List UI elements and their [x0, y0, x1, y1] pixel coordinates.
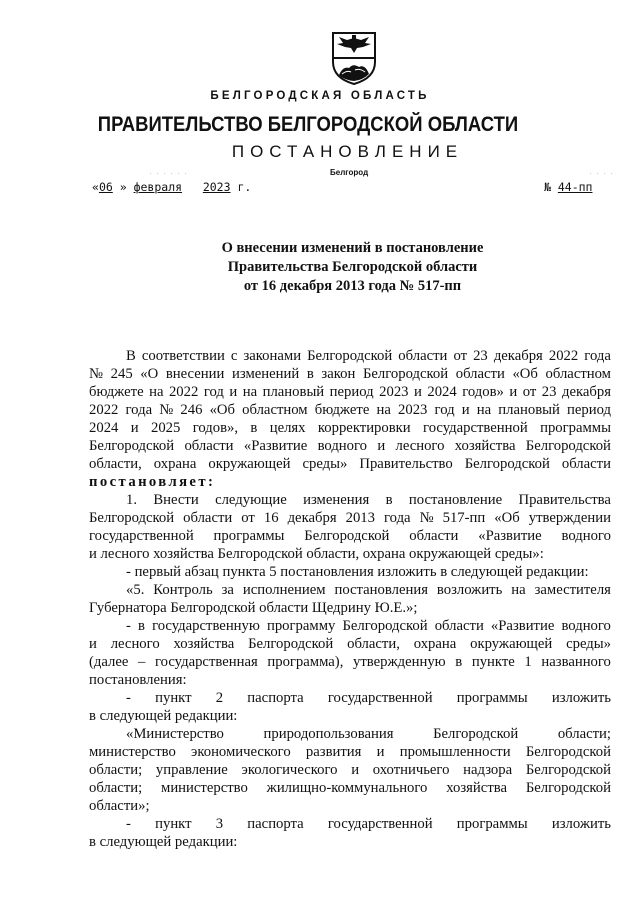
government-name: ПРАВИТЕЛЬСТВО БЕЛГОРОДСКОЙ ОБЛАСТИ: [97, 113, 519, 136]
body-line: № 245 «О внесении изменений в закон Белгородской области «Об областном: [89, 366, 611, 382]
body-line: - пункт 3 паспорта государственной программы изложить: [126, 816, 611, 832]
form-dots-left: . . . . . .: [150, 170, 189, 176]
body-line: В соответствии с законами Белгородской области от 23 декабря 2022 года: [126, 348, 611, 364]
body-line: Губернатора Белгородской области Щедрину Ю.Е.»;: [89, 600, 418, 616]
date-open-quote: «: [92, 180, 99, 194]
body-line: 2022 года № 246 «Об областном бюджете на 2023 год и на плановый период: [89, 402, 611, 418]
date-day: 06: [98, 180, 113, 194]
body-line: в следующей редакции:: [89, 834, 238, 850]
body-line: - пункт 2 паспорта государственной программы изложить: [126, 690, 611, 706]
body-line: Белгородской области от 16 декабря 2013 года № 517-пп «Об утверждении: [89, 510, 611, 526]
form-dots-right: . . . .: [590, 170, 615, 176]
number-sign: №: [544, 180, 558, 194]
body-line: - первый абзац пункта 5 постановления изложить в следующей редакции:: [126, 564, 589, 580]
title-line: от 16 декабря 2013 года № 517-пп: [243, 278, 462, 294]
date-year: 2023: [202, 180, 231, 194]
body-line: - в государственную программу Белгородской области «Развитие водного: [126, 618, 611, 634]
decree-date: [92, 180, 251, 194]
body-line: (далее – государственная программа), утвержденную в пункте 1 названного: [89, 654, 611, 670]
body-line: в следующей редакции:: [89, 708, 238, 724]
body-line: «5. Контроль за исполнением постановления возложить на заместителя: [126, 582, 611, 598]
date-month: февраля: [133, 180, 183, 194]
region-name: БЕЛГОРОДСКАЯ ОБЛАСТЬ: [210, 90, 430, 102]
body-line: области; министерство жилищно-коммунального хозяйства Белгородской: [89, 780, 611, 796]
number-value: 44-пп: [557, 180, 593, 194]
decree-number: [544, 180, 592, 194]
body-line: «Министерство природопользования Белгородской области;: [126, 726, 611, 742]
body-line: министерство экономического развития и промышленности Белгородской: [89, 744, 611, 760]
body-line: постановления:: [89, 672, 187, 688]
body-line: постановляет:: [89, 474, 216, 490]
body-line: области»;: [89, 798, 150, 814]
document-body: [89, 347, 611, 851]
body-line: области, охрана окружающей среды» Правительство Белгородской области: [89, 456, 611, 472]
document-type: ПОСТАНОВЛЕНИЕ: [231, 142, 464, 161]
date-year-suffix: г.: [230, 180, 252, 194]
body-line: бюджете на 2022 год и на плановый период 2023 и 2024 годов» и от 23 декабря: [89, 384, 611, 400]
title-line: О внесении изменений в постановление: [221, 240, 484, 256]
body-line: 1. Внести следующие изменения в постановление Правительства: [126, 492, 611, 508]
coat-of-arms-emblem: [329, 30, 379, 86]
body-line: Белгородской области «Развитие водного и лесного хозяйства Белгородской: [89, 438, 611, 454]
city-label: Белгород: [330, 168, 369, 177]
body-line: и лесного хозяйства Белгородской области, охрана окружающей среды»: [89, 636, 611, 652]
title-line: Правительства Белгородской области: [227, 259, 478, 275]
date-close-quote: »: [112, 180, 134, 194]
body-line: области; управление экологического и охотничьего надзора Белгородской: [89, 762, 611, 778]
document-title: [0, 239, 640, 296]
body-line: государственной программы Белгородской области «Развитие водного: [89, 528, 611, 544]
body-line: 2024 и 2025 годов», в целях корректировки государственной программы: [89, 420, 611, 436]
body-line: и лесного хозяйства Белгородской области, охрана окружающей среды»:: [89, 546, 544, 562]
